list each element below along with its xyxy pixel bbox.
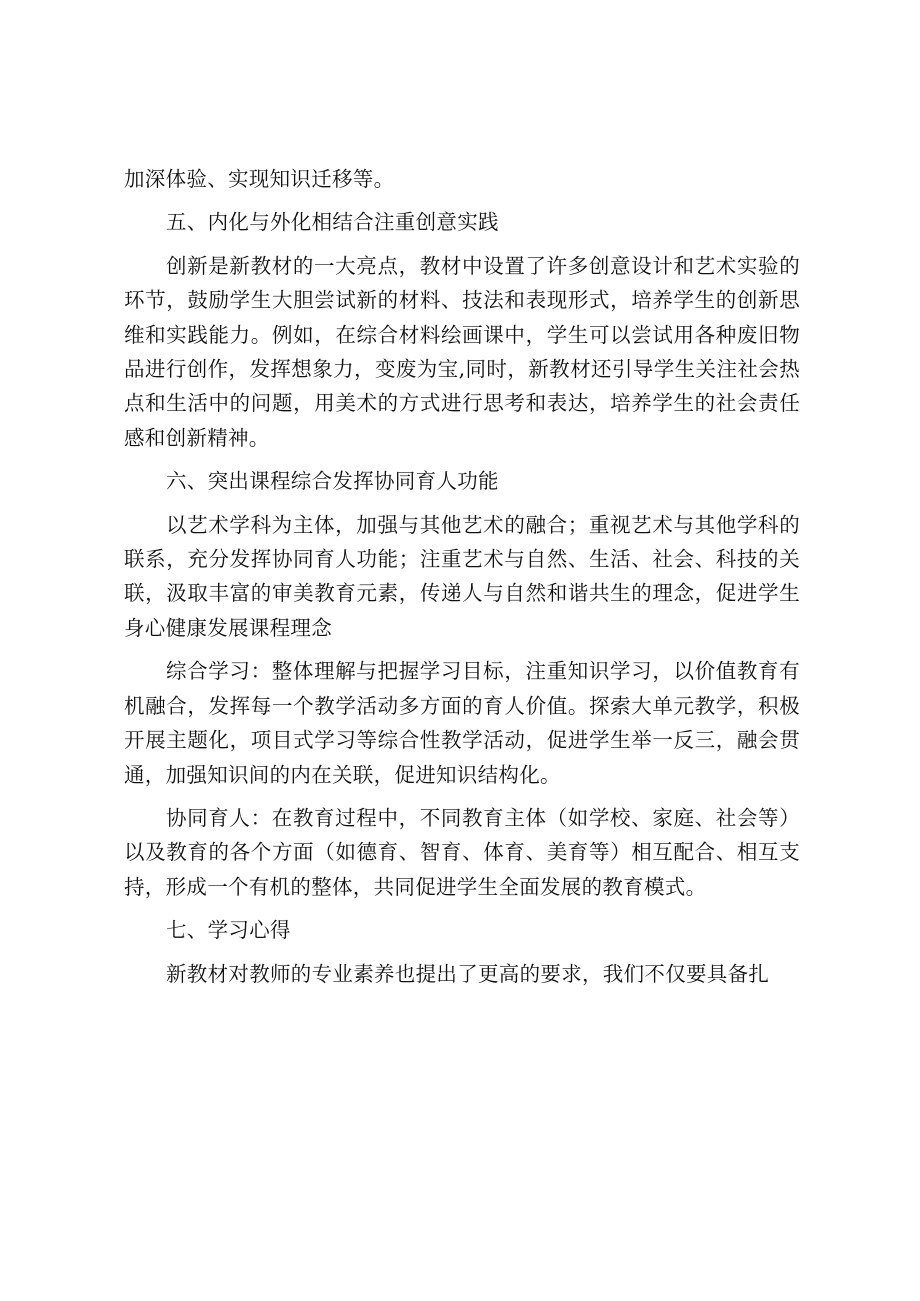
paragraph-continuation: 加深体验、实现知识迁移等。 bbox=[124, 167, 395, 191]
paragraph-art-integration: 以艺术学科为主体，加强与其他艺术的融合；重视艺术与其他学科的联系，充分发挥协同育人功能；注重艺术与自然、生活、社会、科技的关联，汲取丰富的审美教育元素，传递人与自然和谐共生的理念，促进学生身心健康发展课程理念 bbox=[124, 512, 800, 640]
paragraph-integrated-learning: 综合学习：整体理解与把握学习目标，注重知识学习，以价值教育有机融合，发挥每一个教学活动多方面的育人价值。探索大单元教学，积极开展主题化，项目式学习等综合性教学活动，促进学生举一反三，融会贯通，加强知识间的内在关联，促进知识结构化。 bbox=[124, 659, 800, 787]
document-page bbox=[124, 162, 800, 991]
paragraph-learning-reflection: 新教材对教师的专业素养也提出了更高的要求，我们不仅要具备扎 bbox=[166, 961, 770, 986]
section-heading-7: 七、学习心得 bbox=[166, 918, 291, 943]
section-heading-5: 五、内化与外化相结合注重创意实践 bbox=[166, 210, 499, 235]
paragraph-innovation: 创新是新教材的一大亮点，教材中设置了许多创意设计和艺术实验的环节，鼓励学生大胆尝试新的材料、技法和表现形式，培养学生的创新思维和实践能力。例如，在综合材料绘画课中，学生可以尝试用各种废旧物品进行创作，发挥想象力，变废为宝,同时，新教材还引导学生关注社会热点和生活中的问题，用美术的方式进行思考和表达，培养学生的社会责任感和创新精神。 bbox=[124, 253, 800, 450]
paragraph-collaborative-education: 协同育人：在教育过程中，不同教育主体（如学校、家庭、社会等）以及教育的各个方面（如德育、智育、体育、美育等）相互配合、相互支持，形成一个有机的整体，共同促进学生全面发展的教育模式。 bbox=[124, 805, 800, 899]
section-heading-6: 六、突出课程综合发挥协同育人功能 bbox=[166, 469, 499, 494]
